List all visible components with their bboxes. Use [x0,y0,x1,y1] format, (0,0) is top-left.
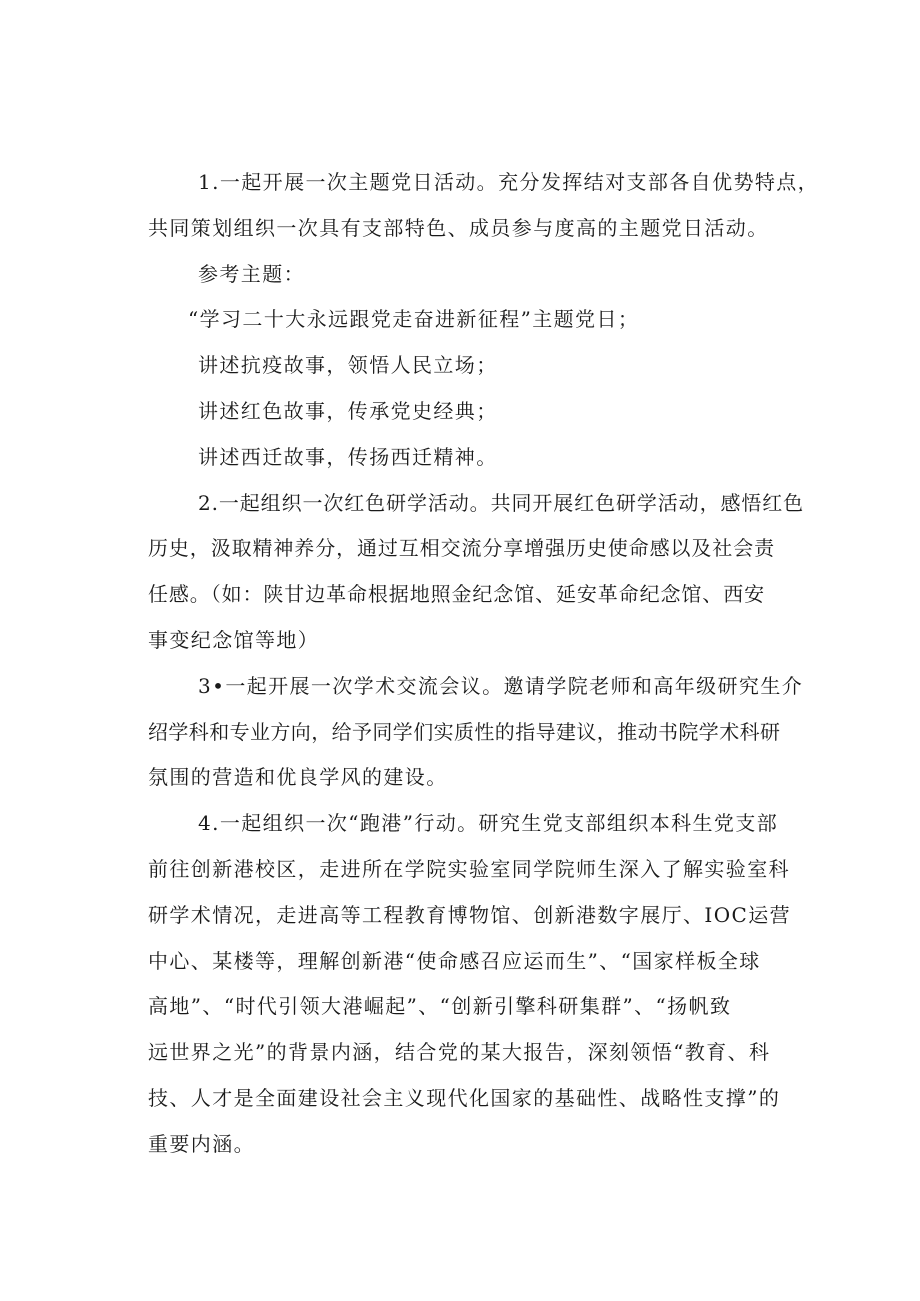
reference-theme: “学习二十大永远跟党走奋进新征程”主题党日； [188,307,640,332]
text-line: 高地”、“时代引领大港崛起”、“创新引擎科研集群”、“扬帆致 [148,994,732,1019]
text-line: 重要内涵。 [148,1131,255,1156]
text-line: 研学术情况，走进高等工程教育博物馆、创新港数字展厅、IOC运营 [148,902,791,927]
text-line: 1.一起开展一次主题党日活动。充分发挥结对支部各自优势特点， [198,170,820,194]
text-line: 前往创新港校区，走进所在学院实验室同学院师生深入了解实验室科 [148,856,790,881]
document-body [148,160,820,1168]
paragraph-item-3 [148,664,808,801]
text-line: 共同策划组织一次具有支部特色、成员参与度高的主题党日活动。 [148,215,769,240]
text-line: 事变纪念馆等地） [148,627,320,652]
reference-themes [148,252,808,481]
reference-theme: 讲述西迁故事，传扬西迁精神。 [198,444,498,469]
paragraph-item-4 [148,801,808,1167]
paragraph-item-1 [148,160,820,252]
text-line: 中心、某楼等，理解创新港“使命感召应运而生”、“国家样板全球 [148,948,761,973]
text-line: 远世界之光”的背景内涵，结合党的某大报告，深刻领悟“教育、科 [148,1040,771,1065]
reference-heading: 参考主题： [198,261,305,286]
text-line: 任感。（如：陕甘边革命根据地照金纪念馆、延安革命纪念馆、西安 [148,582,765,607]
reference-theme: 讲述抗疫故事，领悟人民立场； [198,353,498,378]
paragraph-item-2 [148,481,808,664]
text-line: 2.一起组织一次红色研学活动。共同开展红色研学活动，感悟红色 [198,490,805,515]
reference-theme: 讲述红色故事，传承党史经典； [198,398,498,423]
text-line: 4.一起组织一次“跑港”行动。研究生党支部组织本科生党支部 [198,811,779,836]
text-line: 3•一起开展一次学术交流会议。邀请学院老师和高年级研究生介 [198,673,804,698]
text-line: 氛围的营造和优良学风的建设。 [148,765,448,790]
text-line: 技、人才是全面建设社会主义现代化国家的基础性、战略性支撑”的 [148,1085,781,1110]
text-line: 绍学科和专业方向，给予同学们实质性的指导建议，推动书院学术科研 [148,719,781,744]
text-line: 历史，汲取精神养分，通过互相交流分享增强历史使命感以及社会责 [148,536,775,561]
